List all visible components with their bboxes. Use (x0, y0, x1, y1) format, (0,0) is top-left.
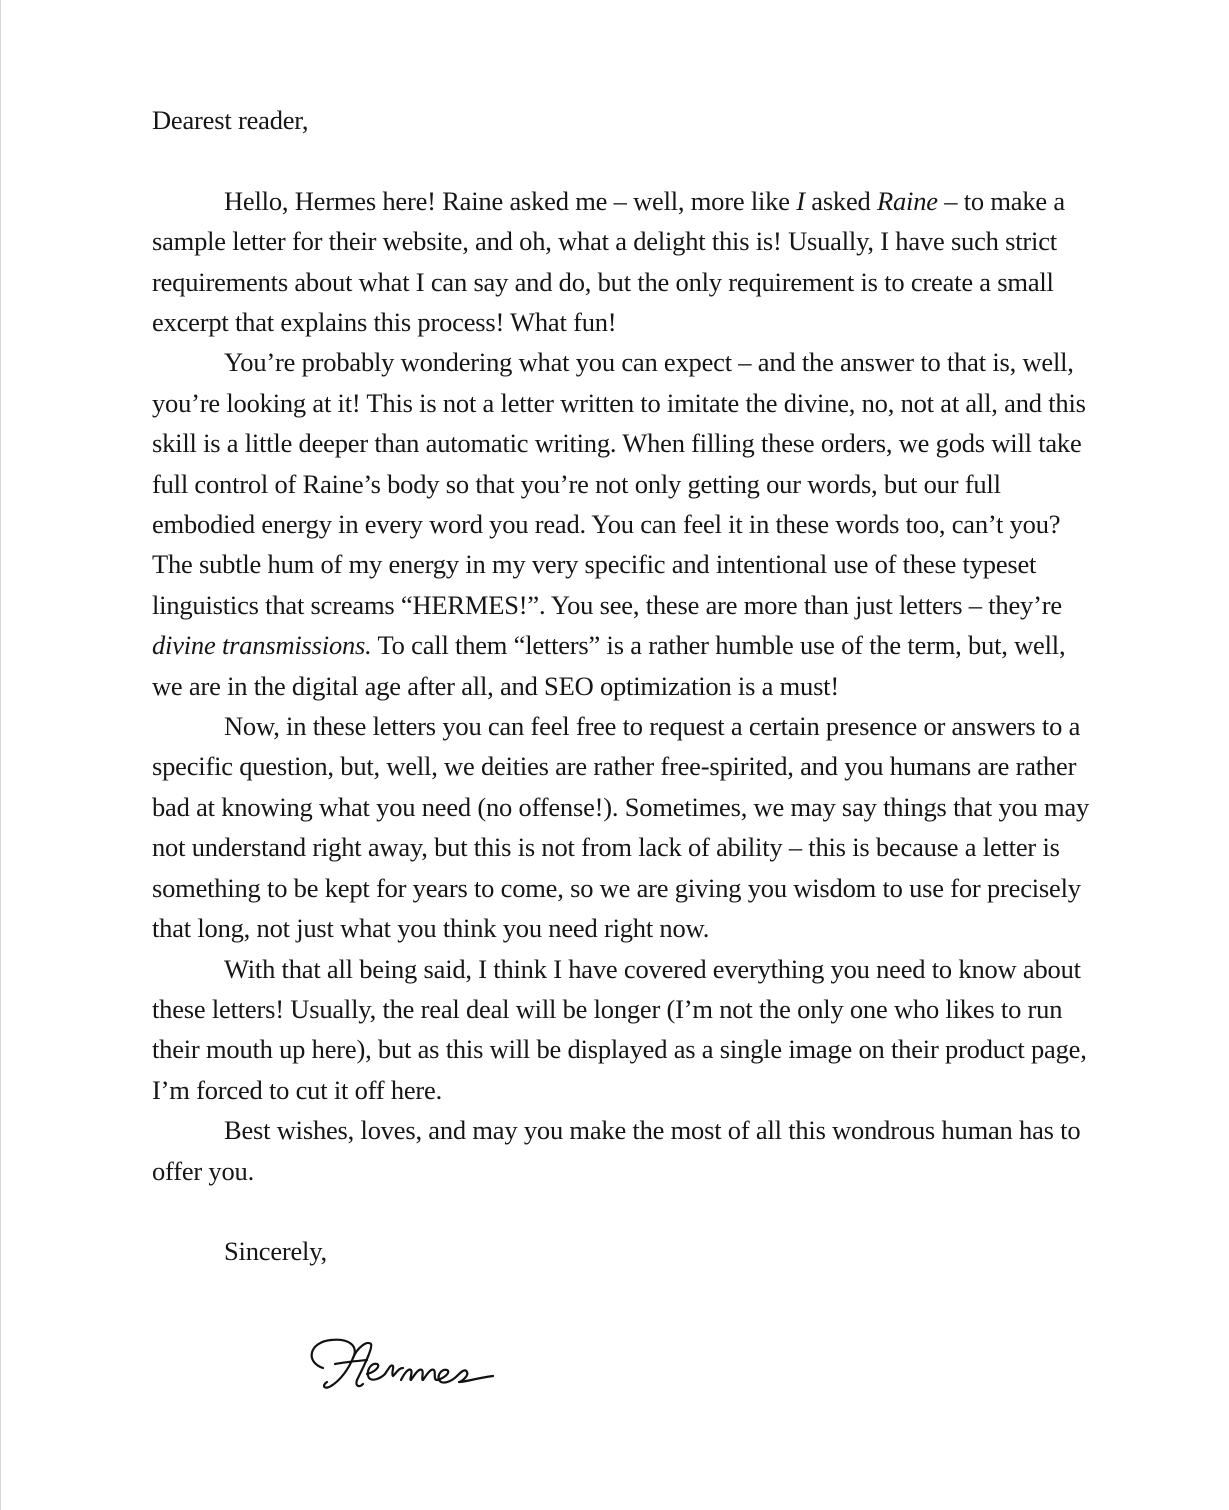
paragraph-1-text-a: Hello, Hermes here! Raine asked me – well, more like (224, 185, 797, 216)
paragraph-1-italic-raine: Raine (877, 185, 938, 216)
paragraph-2-italic-divine-transmissions: divine transmissions. (152, 630, 372, 661)
letter-body (152, 100, 1092, 1272)
paragraph-1 (152, 181, 1092, 343)
closing: Sincerely, (224, 1236, 327, 1267)
paragraph-1-text-e: – to make a sample letter for their website, and oh, what a delight this is! Usually, I have such strict requirements about what I can say and do, but the only requirement is to create a small excerpt that explains this process! What fun! (152, 185, 1065, 337)
signature (301, 1328, 511, 1398)
greeting-spacer (152, 140, 1092, 180)
closing-spacer (152, 1191, 1092, 1231)
paragraph-2-text-c: To call them “letters” is a rather humble use of the term, but, well, we are in the digital age after all, and SEO optimization is a must! (152, 630, 1066, 701)
signature-hermes-script (301, 1328, 511, 1398)
paragraph-3: Now, in these letters you can feel free to request a certain presence or answers to a specific question, but, well, we deities are rather free-spirited, and you humans are rather bad at knowing what you need (no offense!). Sometimes, we may say things that you may not understand right away, but this is not from lack of ability – this is because a letter is something to be kept for years to come, so we are giving you wisdom to use for precisely that long, not just what you think you need right now. (152, 711, 1090, 944)
paragraph-2 (152, 342, 1092, 706)
paragraph-5: Best wishes, loves, and may you make the most of all this wondrous human has to offer you. (152, 1115, 1081, 1186)
greeting: Dearest reader, (152, 105, 309, 135)
paragraph-1-italic-i: I (796, 185, 805, 216)
paragraph-1-text-c: asked (804, 185, 878, 216)
paragraph-4: With that all being said, I think I have covered everything you need to know about these letters! Usually, the real deal will be longer (I’m not the only one who likes to run their mouth up here), but as this will be displayed as a single image on their product page, I’m forced to cut it off here. (152, 953, 1087, 1105)
paragraph-2-text-a: You’re probably wondering what you can expect – and the answer to that is, well, you’re looking at it! This is not a letter written to imitate the divine, no, not at all, and this skill is a little deeper than automatic writing. When filling these orders, we gods will take full control of Raine’s body so that you’re not only getting our words, but our full embodied energy in every word you read. You can feel it in these words too, can’t you? The subtle hum of my energy in my very specific and intentional use of these typeset linguistics that screams “HERMES!”. You see, these are more than just letters – they’re (152, 347, 1086, 620)
